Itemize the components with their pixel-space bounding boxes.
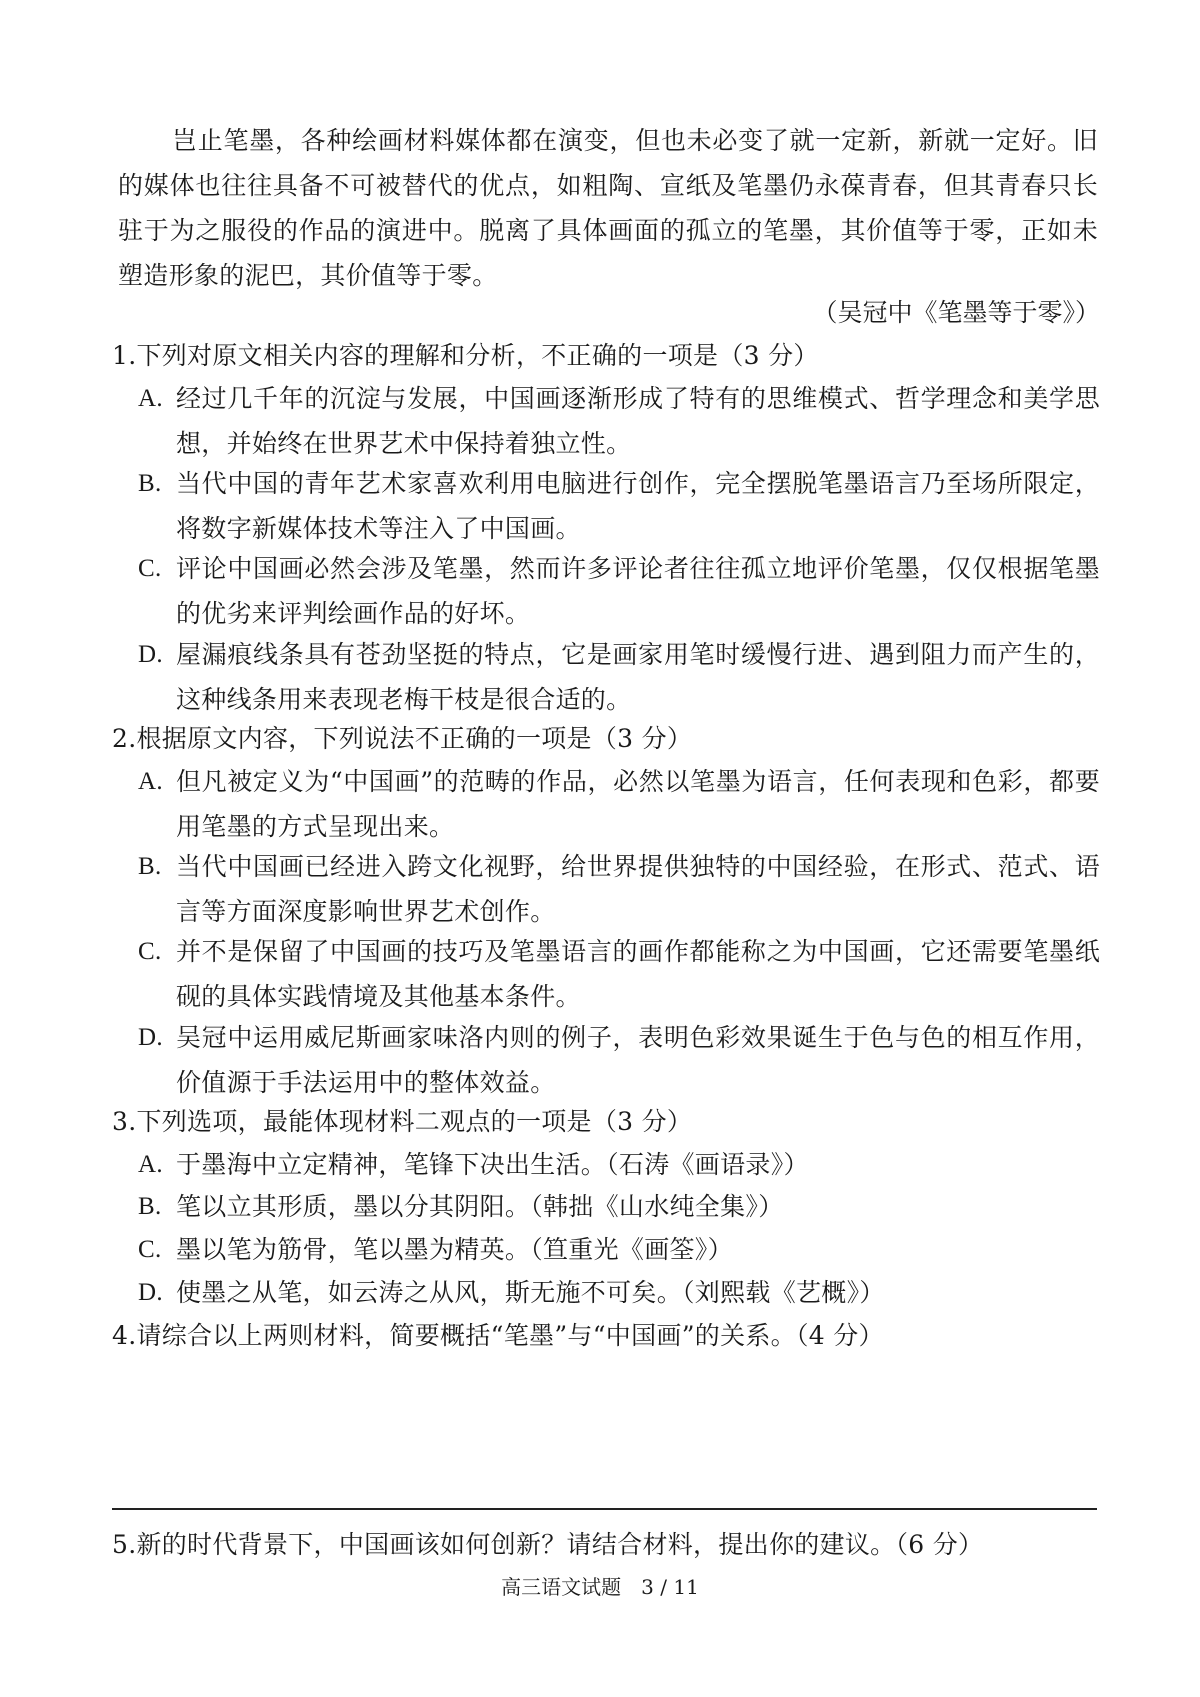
- question-2-option-d: [138, 1015, 1100, 1105]
- passage-citation: （吴冠中《笔墨等于零》）: [812, 298, 1100, 327]
- question-1-option-b: [138, 461, 1100, 551]
- question-3-option-c: [138, 1227, 1100, 1272]
- option-text: 笔以立其形质，墨以分其阴阳。（韩拙《山水纯全集》）: [176, 1192, 784, 1221]
- question-3-option-a: [138, 1142, 1100, 1187]
- option-label: C.: [138, 1236, 162, 1263]
- option-text: 但凡被定义为“中国画”的范畴的作品，必然以笔墨为语言，任何表现和色彩，都要用笔墨的方式呈现出来。: [176, 767, 1100, 841]
- option-label: D.: [138, 1024, 163, 1051]
- question-2-option-c: [138, 929, 1100, 1019]
- option-text: 吴冠中运用威尼斯画家味洛内则的例子，表明色彩效果诞生于色与色的相互作用，价值源于手法运用中的整体效益。: [176, 1023, 1100, 1097]
- question-1-option-d: [138, 632, 1100, 722]
- question-1-stem: 1.下列对原文相关内容的理解和分析，不正确的一项是（3 分）: [112, 341, 819, 370]
- question-2-option-b: [138, 844, 1100, 934]
- option-label: B.: [138, 853, 162, 880]
- question-5-stem: 5.新的时代背景下，中国画该如何创新？请结合材料，提出你的建议。（6 分）: [112, 1530, 984, 1559]
- option-label: A.: [138, 385, 163, 412]
- option-label: C.: [138, 938, 162, 965]
- option-text: 经过几千年的沉淀与发展，中国画逐渐形成了特有的思维模式、哲学理念和美学思想，并始终在世界艺术中保持着独立性。: [176, 384, 1100, 458]
- passage-paragraph: 岂止笔墨，各种绘画材料媒体都在演变，但也未必变了就一定新，新就一定好。旧的媒体也往往具备不可被替代的优点，如粗陶、宣纸及笔墨仍永葆青春，但其青春只长驻于为之服役的作品的演进中。脱离了具体画面的孤立的笔墨，其价值等于零，正如未塑造形象的泥巴，其价值等于零。: [118, 126, 1098, 290]
- option-text: 当代中国的青年艺术家喜欢利用电脑进行创作，完全摆脱笔墨语言乃至场所限定，将数字新媒体技术等注入了中国画。: [176, 469, 1100, 543]
- option-text: 当代中国画已经进入跨文化视野，给世界提供独特的中国经验，在形式、范式、语言等方面深度影响世界艺术创作。: [176, 852, 1100, 926]
- question-2-stem: 2.根据原文内容，下列说法不正确的一项是（3 分）: [112, 724, 693, 753]
- question-3-option-b: [138, 1184, 1100, 1229]
- option-label: D.: [138, 1279, 163, 1306]
- option-label: B.: [138, 1193, 162, 1220]
- option-text: 并不是保留了中国画的技巧及笔墨语言的画作都能称之为中国画，它还需要笔墨纸砚的具体实践情境及其他基本条件。: [176, 937, 1100, 1011]
- page-footer: 高三语文试题 3 / 11: [501, 1575, 699, 1599]
- option-text: 评论中国画必然会涉及笔墨，然而许多评论者往往孤立地评价笔墨，仅仅根据笔墨的优劣来评判绘画作品的好坏。: [176, 554, 1100, 628]
- option-text: 使墨之从笔，如云涛之从风，斯无施不可矣。（刘熙载《艺概》）: [176, 1278, 885, 1307]
- question-4-stem: 4.请综合以上两则材料，简要概括“笔墨”与“中国画”的关系。（4 分）: [112, 1321, 884, 1350]
- question-2-option-a: [138, 759, 1100, 849]
- answer-line[interactable]: [112, 1508, 1097, 1510]
- option-label: D.: [138, 641, 163, 668]
- option-text: 屋漏痕线条具有苍劲坚挺的特点，它是画家用笔时缓慢行进、遇到阻力而产生的，这种线条用来表现老梅干枝是很合适的。: [176, 640, 1100, 714]
- option-label: C.: [138, 555, 162, 582]
- option-label: A.: [138, 1151, 163, 1178]
- option-text: 墨以笔为筋骨，笔以墨为精英。（笪重光《画筌》）: [176, 1235, 733, 1264]
- question-3-option-d: [138, 1270, 1100, 1315]
- question-1-option-c: [138, 546, 1100, 636]
- option-label: A.: [138, 768, 163, 795]
- option-text: 于墨海中立定精神，笔锋下决出生活。（石涛《画语录》）: [176, 1150, 809, 1179]
- question-3-stem: 3.下列选项，最能体现材料二观点的一项是（3 分）: [112, 1107, 693, 1136]
- question-1-option-a: [138, 376, 1100, 466]
- option-label: B.: [138, 470, 162, 497]
